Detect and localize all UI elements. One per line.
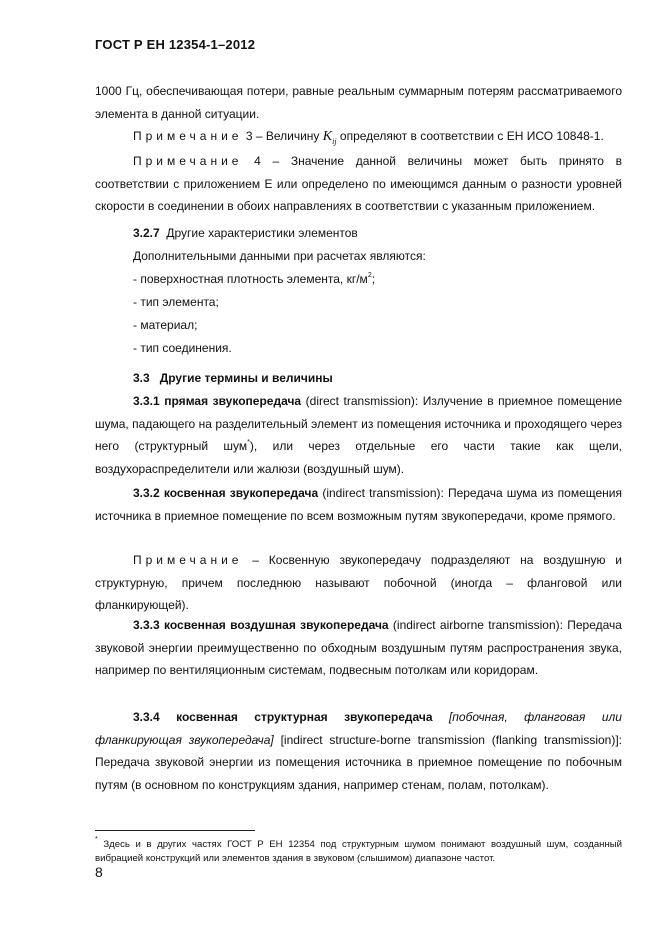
term-3-3-1-number: 3.3.1 <box>133 394 160 408</box>
document-header: ГОСТ Р ЕН 12354-1–2012 <box>95 37 256 52</box>
term-3-3-2 <box>95 482 622 527</box>
term-3-3-4-text: [indirect structure-borne transmission (flanking transmission)]: Передача звуковой энергии из помещения источника в приемное помещение по побочным путям (в основном по конструкциям здания, например стенам, полам, потолкам). <box>95 732 623 792</box>
section-3-2-7-number: 3.2.7 <box>133 226 160 240</box>
term-3-3-2-note-text: – Косвенную звукопередачу подразделяют на воздушную и структурную, причем последнюю называют побочной (иногда – фланговой или фланкирующей). <box>95 553 622 612</box>
term-3-3-1 <box>95 390 622 480</box>
term-3-3-3-term: косвенная воздушная звукопередача <box>164 618 389 632</box>
footnote <box>95 838 622 866</box>
list-item: - тип соединения. <box>133 341 232 355</box>
term-3-3-4-number: 3.3.4 <box>133 710 160 724</box>
section-3-3-heading <box>133 367 333 389</box>
list-item: - поверхностная плотность элемента, $кг/м^2$; <box>133 272 376 286</box>
paragraph-continuation: 1000 Гц, обеспечивающая потери, равные реальным суммарным потерям рассматриваемого элемента в данной ситуации. <box>95 84 622 121</box>
footnote-divider <box>95 830 255 831</box>
note-4-label: Примечание <box>133 154 243 168</box>
term-3-3-2-term: косвенная звукопередача <box>163 486 319 500</box>
note-3-label: Примечание <box>133 129 243 143</box>
term-3-3-1-text-a: (direct transmission): Излучение в приемное помещение шума, падающего на разделительный элемент из помещения источника и проходящего через него (структурный шум <box>95 394 623 453</box>
note-4 <box>95 150 622 218</box>
term-3-3-3-number: 3.3.3 <box>133 618 160 632</box>
footnote-text: Здесь и в других частях ГОСТ Р ЕН 12354 под структурным шумом понимают воздушный шум, созданный вибрацией конструкций или элементов здания в звуковом (слышимом) диапазоне частот. <box>95 839 623 864</box>
term-3-3-2-note-label: Примечание <box>133 553 243 567</box>
term-3-3-3 <box>95 614 622 682</box>
section-3-2-7-heading <box>133 222 358 244</box>
term-3-3-4-term: косвенная структурная звукопередача <box>176 710 433 724</box>
term-3-3-2-text: (indirect transmission): Передача шума из помещения источника в приемное помещение по всем возможным путям звукопередачи, кроме прямого. <box>95 486 623 523</box>
footnote-mark: * <box>95 836 98 843</box>
term-3-3-4-alt: [побочная, фланговая или фланкирующая звукопередача] <box>95 710 622 747</box>
list-item: - тип элемента; <box>133 295 219 309</box>
footnote-ref: * <box>247 439 250 446</box>
section-3-3-number: 3.3 <box>133 371 150 385</box>
k-ij-symbol: $K_{ij}$ <box>322 129 337 146</box>
section-3-2-7-intro: Дополнительными данными при расчетах являются: <box>133 249 426 263</box>
note-3-text-after: определяют в соответствии с ЕН ИСО 10848-1. <box>339 129 604 143</box>
term-3-3-4 <box>95 706 622 796</box>
term-3-3-1-text-b: ), или через отдельные его части такие как щели, воздухораспределители или жалюзи (воздушный шум). <box>95 439 623 476</box>
note-4-text: 4 – Значение данной величины может быть принято в соответствии с приложением Е или определено по имеющимся данным о разности уровней скорости в соединении в обоих направлениях в соответствии с указанным приложением. <box>95 154 622 213</box>
list-item: - материал; <box>133 318 198 332</box>
page-number: 8 <box>95 864 103 880</box>
term-3-3-1-term: прямая звукопередача <box>164 394 302 408</box>
section-3-2-7-title: Другие характеристики элементов <box>166 226 358 240</box>
term-3-3-3-text: (indirect airborne transmission): Передача звуковой энергии преимущественно по обходным воздушным путям распространения звука, например по вентиляционным системам, подвесным потолкам или коридорам. <box>95 618 622 677</box>
term-3-3-2-note <box>95 549 622 617</box>
note-3-text-before: 3 – Величину <box>245 129 320 143</box>
term-3-3-2-number: 3.3.2 <box>133 486 160 500</box>
section-3-3-title: Другие термины и величины <box>159 371 333 385</box>
